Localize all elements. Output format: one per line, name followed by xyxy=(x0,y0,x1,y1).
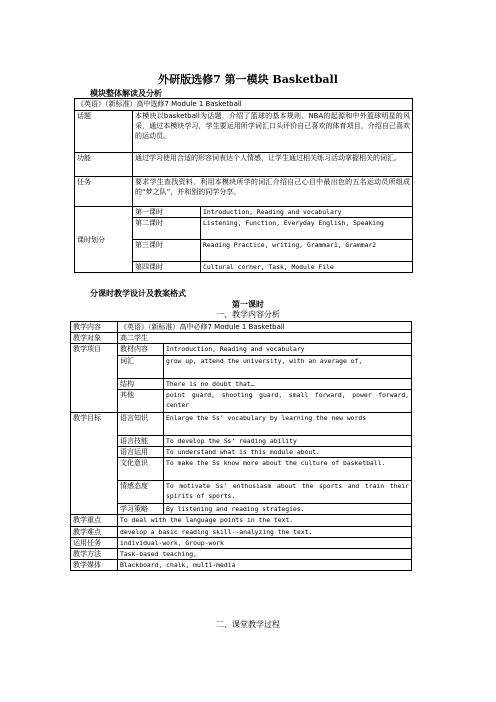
difficult-label: 教学难点 xyxy=(71,526,118,537)
overview-header: 《英语》（新标准）高中选修7 Module 1 Basketball xyxy=(75,99,413,111)
object-label: 教学对象 xyxy=(71,333,118,344)
media-value: Blackboard, chalk, multi-media xyxy=(118,560,412,571)
items-label: 教学项目 xyxy=(71,344,118,412)
item-name: 词汇 xyxy=(118,355,164,378)
method-label: 教学方法 xyxy=(71,549,118,560)
overview-table xyxy=(74,98,413,273)
goals-label: 教学目标 xyxy=(71,412,118,515)
goal-name: 语言技能 xyxy=(118,435,164,446)
task-text: 要求学生查找资料，利用本模块所学的词汇介绍自己心目中最出色的五名运动员所组成的“梦之队”，并和别的同学分享。 xyxy=(133,177,413,207)
key-value: To deal with the language points in the text. xyxy=(118,515,412,526)
topic-label: 话题 xyxy=(75,111,133,153)
task-value: individual-work, Group-work xyxy=(118,537,412,548)
goal-name: 语言知识 xyxy=(118,412,164,435)
item-value: point guard, shooting guard, small forward, power forward, center xyxy=(164,389,412,412)
lessons-label: 课时划分 xyxy=(75,207,133,273)
goal-name: 情感态度 xyxy=(118,481,164,504)
item-name: 其他 xyxy=(118,389,164,412)
overview-heading: 模块整体解读及分析 xyxy=(90,89,162,98)
goal-value: By listening and reading strategies. xyxy=(164,504,412,515)
goal-name: 学习策略 xyxy=(118,504,164,515)
object-value: 高二学生 xyxy=(118,333,412,344)
item-name: 结构 xyxy=(118,378,164,389)
goal-name: 语言运用 xyxy=(118,447,164,458)
lesson-plan-table xyxy=(70,321,412,571)
goal-value: To understand what is this module about. xyxy=(164,447,412,458)
key-label: 教学重点 xyxy=(71,515,118,526)
lesson-period: 第二课时 xyxy=(133,218,201,240)
content-label: 教学内容 xyxy=(71,322,118,333)
task-label: 任务 xyxy=(75,177,133,207)
lesson-period: 第四课时 xyxy=(133,262,201,273)
design-heading: 分课时教学设计及教案格式 xyxy=(90,289,186,298)
media-label: 教学媒体 xyxy=(71,560,118,571)
section2-title: 二、课堂教学过程 xyxy=(216,620,280,629)
lesson-content: Reading Practice, writing, Grammar1, Grammar2 xyxy=(201,240,413,262)
function-text: 通过学习使用合适的形容词表达个人情感，让学生通过相关练习活动掌握相关的词汇。 xyxy=(133,153,413,177)
lesson-content: Listening, Function, Everyday English, Speaking xyxy=(201,218,413,240)
lesson-content: Introduction, Reading and vocabulary xyxy=(201,207,413,218)
item-value: grow up, attend the university, with an average of, xyxy=(164,355,412,378)
difficult-value: develop a basic reading skill--analyzing the text. xyxy=(118,526,412,537)
item-value: There is no doubt that… xyxy=(164,378,412,389)
lesson1-title: 第一课时 xyxy=(232,300,264,309)
goal-name: 文化意识 xyxy=(118,458,164,481)
item-name: 教材内容 xyxy=(118,344,164,355)
goal-value: Enlarge the Ss’ vocabulary by learning the new words xyxy=(164,412,412,435)
lesson-content: Cultural corner, Task, Module File xyxy=(201,262,413,273)
goal-value: To motivate Ss’ enthusiasm about the sports and train their spirits of sports. xyxy=(164,481,412,504)
section1-title: 一、教学内容分析 xyxy=(216,310,280,319)
topic-text: 本模块以basketball为话题，介绍了篮球的基本规则、NBA的起源和中外篮球明星的风采，通过本模块学习，学生要运用所学词汇口头评价自己喜欢的体育项目，介绍自己喜欢的运动员。 xyxy=(133,111,413,153)
content-value: 《英语》（新标准）高中必修7 Module 1 Basketball xyxy=(118,322,412,333)
document-title: 外研版选修7 第一模块 Basketball xyxy=(158,73,338,86)
lesson-period: 第一课时 xyxy=(133,207,201,218)
task-label: 运用任务 xyxy=(71,537,118,548)
function-label: 功能 xyxy=(75,153,133,177)
method-value: Task-based teaching, xyxy=(118,549,412,560)
item-value: Introduction, Reading and vocabulary xyxy=(164,344,412,355)
goal-value: To develop the Ss’ reading ability xyxy=(164,435,412,446)
goal-value: To make the Ss know more about the culture of basketball. xyxy=(164,458,412,481)
lesson-period: 第三课时 xyxy=(133,240,201,262)
